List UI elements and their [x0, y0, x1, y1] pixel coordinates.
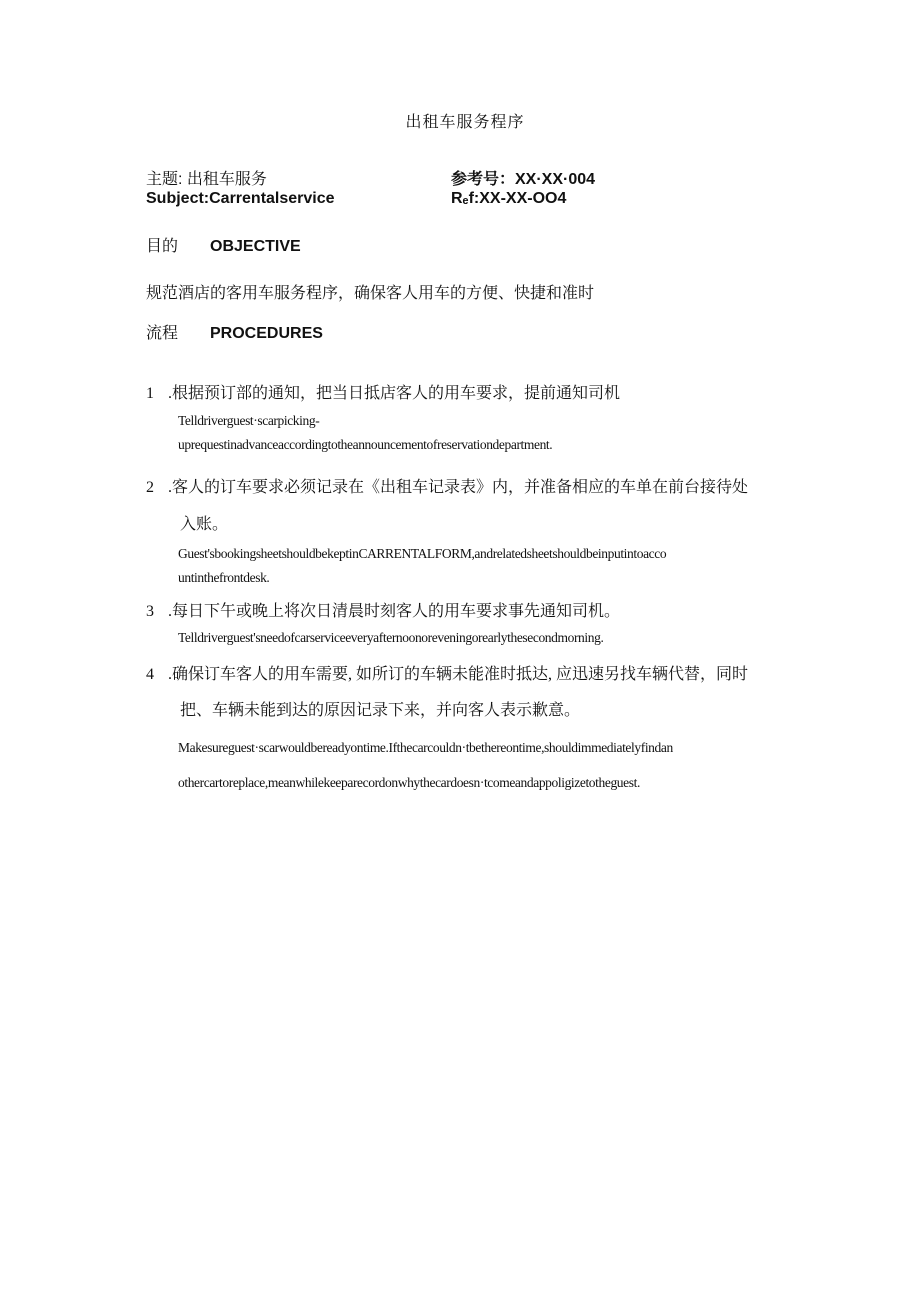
- procedure-number: 4: [146, 666, 154, 683]
- procedure-text-cn: 入账。: [180, 516, 229, 533]
- subject-cn: 主题: 出租车服务: [146, 171, 267, 188]
- procedure-number: 3: [146, 603, 154, 620]
- procedure-text-cn: .根据预订部的通知，把当日抵店客人的用车要求，提前通知司机: [168, 385, 621, 402]
- subject-en: Subject:Carrentalservice: [146, 190, 335, 207]
- document-title: 出租车服务程序: [405, 114, 525, 131]
- procedure-item-4: [146, 661, 748, 684]
- procedure-text-en: othercartoreplace,meanwhilekeeparecordonwhythecardoesn·tcomeandappoligizetotheguest.: [178, 775, 640, 790]
- procedure-number: 1: [146, 385, 154, 402]
- procedure-text-en: untinthefrontdesk.: [178, 570, 270, 585]
- objective-heading: [146, 233, 301, 256]
- procedure-item-2: [146, 474, 748, 497]
- procedure-text-cn: .每日下午或晚上将次日清晨时刻客人的用车要求事先通知司机。: [168, 603, 621, 620]
- procedures-label-en: PROCEDURES: [210, 325, 323, 342]
- objective-text: 规范酒店的客用车服务程序，确保客人用车的方便、快捷和准时: [146, 285, 595, 302]
- procedure-text-cn: .客人的订车要求必须记录在《出租车记录表》内，并准备相应的车单在前台接待处: [168, 479, 749, 496]
- procedure-text-en: Telldriverguest·scarpicking-: [178, 413, 320, 428]
- procedure-text-cn: .确保订车客人的用车需要, 如所订的车辆未能准时抵达, 应迅速另找车辆代替，同时: [168, 666, 749, 683]
- reference-en: Rₑf:XX-XX-OO4: [451, 190, 567, 207]
- procedure-number: 2: [146, 479, 154, 496]
- procedures-heading: [146, 320, 323, 343]
- procedure-text-en: uprequestinadvanceaccordingtotheannouncementofreservationdepartment.: [178, 437, 553, 452]
- procedure-text-cn: 把、车辆未能到达的原因记录下来，并向客人表示歉意。: [180, 702, 581, 719]
- procedure-text-en: Makesureguest·scarwouldbereadyontime.Ifthecarcouldn·tbethereontime,shouldimmediatelyfindan: [178, 740, 673, 755]
- procedure-item-3: [146, 598, 620, 621]
- procedure-text-en: Guest'sbookingsheetshouldbekeptinCARRENTALFORM,andrelatedsheetshouldbeinputintoacco: [178, 546, 667, 561]
- procedures-label-cn: 流程: [146, 325, 179, 342]
- procedure-item-1: [146, 380, 620, 403]
- objective-label-en: OBJECTIVE: [210, 238, 301, 255]
- objective-label-cn: 目的: [146, 238, 179, 255]
- reference-cn: 参考号：XX·XX·004: [451, 171, 596, 188]
- procedure-text-en: Telldriverguest'sneedofcarserviceeveryafternoonoreveningorearlythesecondmorning.: [178, 630, 604, 645]
